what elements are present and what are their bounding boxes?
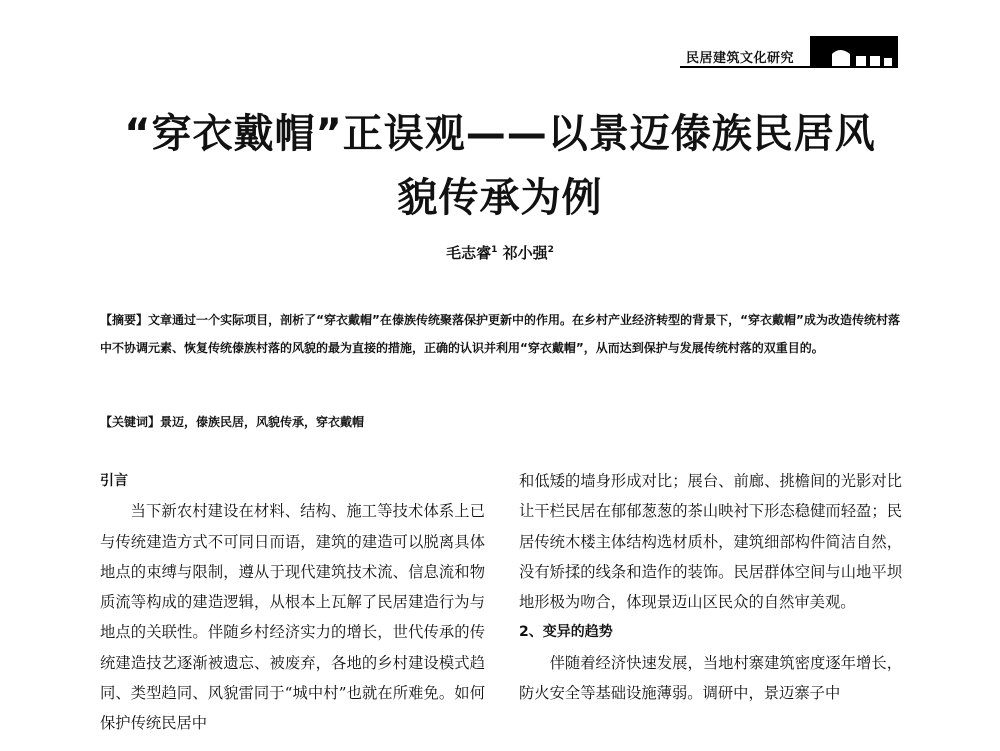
author-1: 毛志睿 xyxy=(446,244,492,262)
author-1-mark: 1 xyxy=(491,245,498,255)
keywords xyxy=(100,413,900,430)
abstract xyxy=(100,306,900,362)
keywords-label: 【关键词】 xyxy=(100,415,161,429)
continued-paragraph: 和低矮的墙身形成对比；展台、前廊、挑檐间的光影对比让干栏民居在郁郁葱葱的茶山映衬下形态稳健而轻盈；民居传统木楼主体结构选材质朴，建筑细部构件简洁自然，没有矫揉的线条和造作的装饰。民居群体空间与山地平坝地形极为吻合，体现景迈山区民众的自然审美观。 xyxy=(519,472,902,612)
intro-paragraph: 当下新农村建设在材料、结构、施工等技术体系上已与传统建造方式不可同日而语，建筑的建造可以脱离具体地点的束缚与限制，遵从于现代建筑技术流、信息流和物质流等构成的建造逻辑，从根本上瓦解了民居建造行为与地点的关联性。伴随乡村经济实力的增长，世代传承的传统建造技艺逐渐被遗忘、被废弃，各地的乡村建设模式趋同、类型趋同、风貌雷同于“城中村”也就在所难免。如何保护传统民居中 xyxy=(100,502,485,733)
intro-heading: 引言 xyxy=(100,473,128,489)
keywords-text: 景迈，傣族民居，风貌传承，穿衣戴帽 xyxy=(160,415,365,429)
article-title-line1: “穿衣戴帽”正误观——以景迈傣族民居风 xyxy=(124,111,876,157)
journal-logo xyxy=(810,36,898,68)
article-title-line2: 貌传承为例 xyxy=(397,175,603,221)
authors xyxy=(0,242,1000,263)
abstract-label: 【摘要】 xyxy=(100,313,149,327)
journal-section-label: 民居建筑文化研究 xyxy=(686,51,795,66)
author-2-mark: 2 xyxy=(547,245,554,255)
section-2-heading: 2、变异的趋势 xyxy=(519,624,613,641)
header-rule xyxy=(680,66,898,68)
body-column-right xyxy=(519,466,902,708)
body-column-left xyxy=(100,466,485,739)
abstract-text: 文章通过一个实际项目，剖析了“穿衣戴帽”在傣族传统聚落保护更新中的作用。在乡村产业经济转型的背景下，“穿衣戴帽”成为改造传统村落中不协调元素、恢复传统傣族村落的风貌的最为直接的措施，正确的认识并利用“穿衣戴帽”，从而达到保护与发展传统村落的双重目的。 xyxy=(100,313,900,355)
author-2: 祁小强 xyxy=(502,244,548,262)
section-2-paragraph: 伴随着经济快速发展，当地村寨建筑密度逐年增长，防火安全等基础设施薄弱。调研中，景迈寨子中 xyxy=(519,653,902,703)
house-logo-icon xyxy=(810,36,898,68)
